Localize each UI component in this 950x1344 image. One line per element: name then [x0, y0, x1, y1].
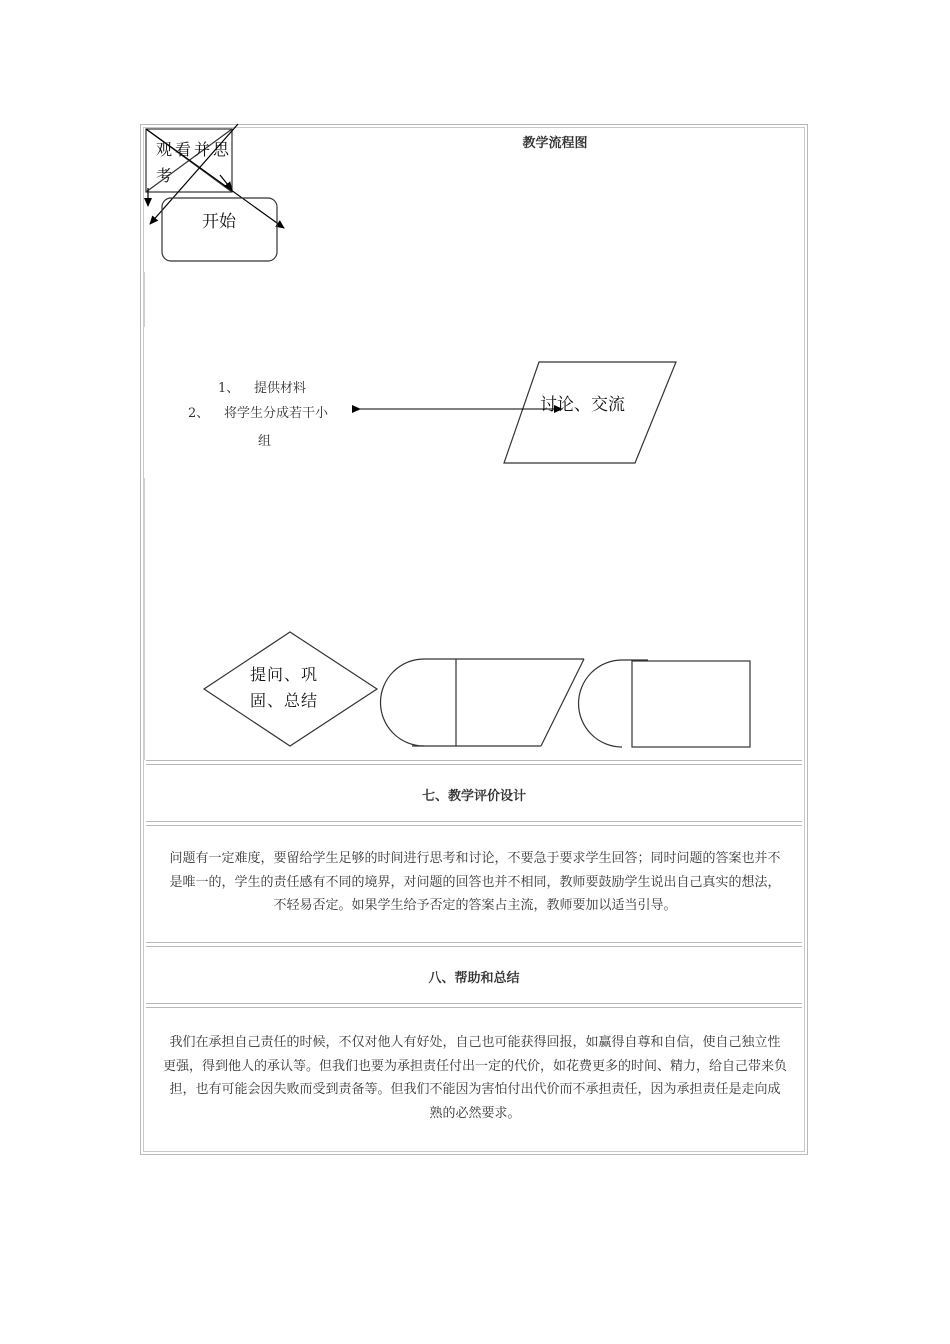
list-item — [218, 377, 306, 396]
watch-think-label: 观看并思考 — [156, 140, 233, 185]
list-item — [188, 402, 328, 421]
ask-summarize-label: 提问、巩固、总结 — [250, 665, 319, 710]
paragraph-line: 更强，得到他人的承认等。但我们也要为承担责任付出一定的代价，如花费更多的时间、精力，给自己带来负 — [162, 1058, 787, 1074]
list-number: 1、 — [218, 381, 240, 396]
section8-paragraph — [146, 1031, 804, 1125]
flowchart-title: 教学流程图 — [522, 136, 588, 151]
section-divider — [146, 760, 802, 765]
terminal-arc — [381, 659, 425, 746]
section-divider — [146, 942, 802, 947]
paragraph-line: 不轻易否定。如果学生给予否定的答案占主流，教师要加以适当引导。 — [273, 898, 677, 913]
paragraph-line: 是唯一的，学生的责任感有不同的境界，对问题的回答也并不相同，教师要鼓励学生说出自己真实的想法， — [169, 874, 781, 890]
terminal-arc — [579, 660, 622, 747]
start-label: 开始 — [202, 212, 236, 232]
process-rect — [632, 661, 750, 747]
list-number: 2、 — [188, 406, 210, 421]
list-text: 将学生分成若干小 — [224, 406, 329, 421]
list-text: 提供材料 — [254, 381, 307, 396]
paragraph-line: 担，也有可能会因失败而受到责备等。但我们不能因为害怕付出代价而不承担责任，因为承担责任是走向成 — [169, 1082, 781, 1097]
discuss-label: 讨论、交流 — [540, 395, 625, 415]
section7-paragraph — [146, 847, 804, 918]
section-divider — [146, 821, 802, 826]
paragraph-line: 熟的必然要求。 — [429, 1105, 521, 1121]
section-divider — [146, 1003, 802, 1008]
shape-edge — [541, 659, 584, 746]
paragraph-line: 我们在承担自己责任的时候，不仅对他人有好处，自己也可能获得回报，如赢得自尊和自信，使自己独立性 — [169, 1035, 781, 1050]
list-item-continuation: 组 — [258, 434, 272, 449]
section8-heading: 八、帮助和总结 — [428, 971, 520, 986]
paragraph-line: 问题有一定难度，要留给学生足够的时间进行思考和讨论，不要急于要求学生回答；同时问题的答案也并不 — [169, 851, 781, 866]
section7-heading: 七、教学评价设计 — [421, 789, 526, 804]
